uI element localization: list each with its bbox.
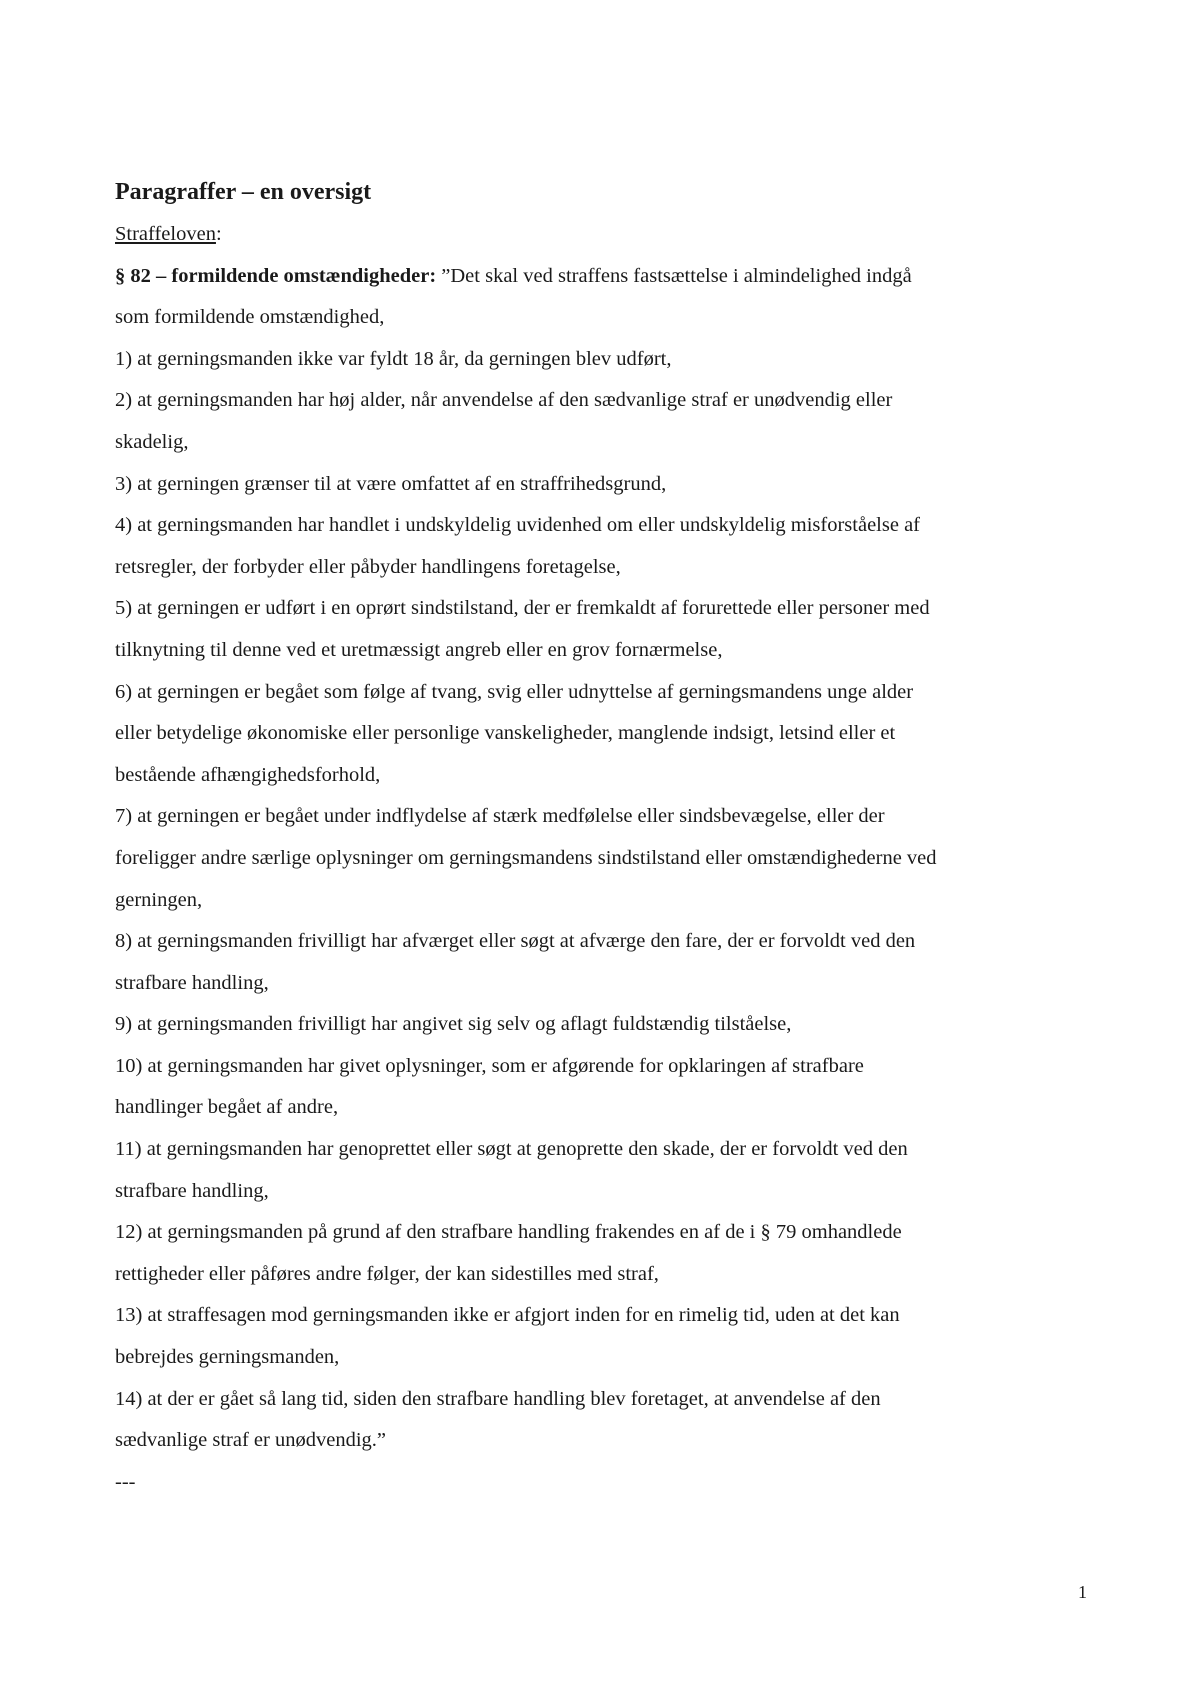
section-item-line: retsregler, der forbyder eller påbyder handlingens foretagelse, xyxy=(115,555,621,578)
section-item-line: 2) at gerningsmanden har høj alder, når anvendelse af den sædvanlige straf er unødvendig eller xyxy=(115,389,893,412)
section-item-line: 11) at gerningsmanden har genoprettet eller søgt at genoprette den skade, der er forvoldt ved den xyxy=(115,1138,908,1161)
section-item-line: 5) at gerningen er udført i en oprørt sindstilstand, der er fremkaldt af forurettede eller personer med xyxy=(115,597,930,620)
section-item-line: strafbare handling, xyxy=(115,971,269,994)
section-item-line: 10) at gerningsmanden har givet oplysninger, som er afgørende for opklaringen af strafbare xyxy=(115,1054,864,1077)
section-item-line: 7) at gerningen er begået under indflydelse af stærk medfølelse eller sindsbevægelse, eller der xyxy=(115,805,885,828)
section-item-line: 3) at gerningen grænser til at være omfattet af en straffrihedsgrund, xyxy=(115,472,667,495)
section-item-list xyxy=(115,339,1095,1504)
section-item-line: sædvanlige straf er unødvendig.” xyxy=(115,1429,386,1452)
section-item-line: 12) at gerningsmanden på grund af den strafbare handling frakendes en af de i § 79 omhandlede xyxy=(115,1221,902,1244)
section-item-line: gerningen, xyxy=(115,888,203,911)
section-item-line: 4) at gerningsmanden har handlet i undskyldelig uvidenhed om eller undskyldelig misforståelse af xyxy=(115,514,920,537)
section-item-line: eller betydelige økonomiske eller personlige vanskeligheder, manglende indsigt, letsind eller et xyxy=(115,722,896,745)
section-intro-text: ”Det skal ved straffens fastsættelse i almindelighed indgå xyxy=(436,264,912,287)
section-item-line: 9) at gerningsmanden frivilligt har angivet sig selv og aflagt fuldstændig tilståelse, xyxy=(115,1013,792,1036)
section-item-line: 1) at gerningsmanden ikke var fyldt 18 år, da gerningen blev udført, xyxy=(115,347,672,370)
page-number: 1 xyxy=(1078,1582,1087,1602)
section-item-line: rettigheder eller påføres andre følger, der kan sidestilles med straf, xyxy=(115,1262,659,1285)
section-item-line: 8) at gerningsmanden frivilligt har afværget eller søgt at afværge den fare, der er forvoldt ved den xyxy=(115,930,916,953)
section-item-line: tilknytning til denne ved et uretmæssigt angreb eller en grov fornærmelse, xyxy=(115,638,723,661)
section-item-line: 6) at gerningen er begået som følge af tvang, svig eller udnyttelse af gerningsmandens unge alder xyxy=(115,680,914,703)
document-title: Paragraffer – en oversigt xyxy=(115,179,372,205)
law-name-suffix: : xyxy=(215,223,222,245)
section-item-line: 13) at straffesagen mod gerningsmanden ikke er afgjort inden for en rimelig tid, uden at det kan xyxy=(115,1304,900,1327)
section-item-line: foreligger andre særlige oplysninger om gerningsmandens sindstilstand eller omstændighederne ved xyxy=(115,846,937,869)
document-page xyxy=(115,170,1095,1503)
section-heading-line xyxy=(115,256,1095,298)
section-item-line: bebrejdes gerningsmanden, xyxy=(115,1346,340,1369)
law-heading xyxy=(115,214,1095,256)
section-label: § 82 – formildende omstændigheder: xyxy=(115,264,437,287)
section-item-line: skadelig, xyxy=(115,430,189,453)
section-item-line: --- xyxy=(115,1470,136,1493)
section-intro-continued: som formildende omstændighed, xyxy=(115,306,385,329)
section-item-line: strafbare handling, xyxy=(115,1179,269,1202)
section-item-line: handlinger begået af andre, xyxy=(115,1096,339,1119)
law-name: Straffeloven xyxy=(115,223,216,245)
section-item-line: 14) at der er gået så lang tid, siden den strafbare handling blev foretaget, at anvendelse af den xyxy=(115,1387,881,1410)
section-item-line: bestående afhængighedsforhold, xyxy=(115,763,381,786)
